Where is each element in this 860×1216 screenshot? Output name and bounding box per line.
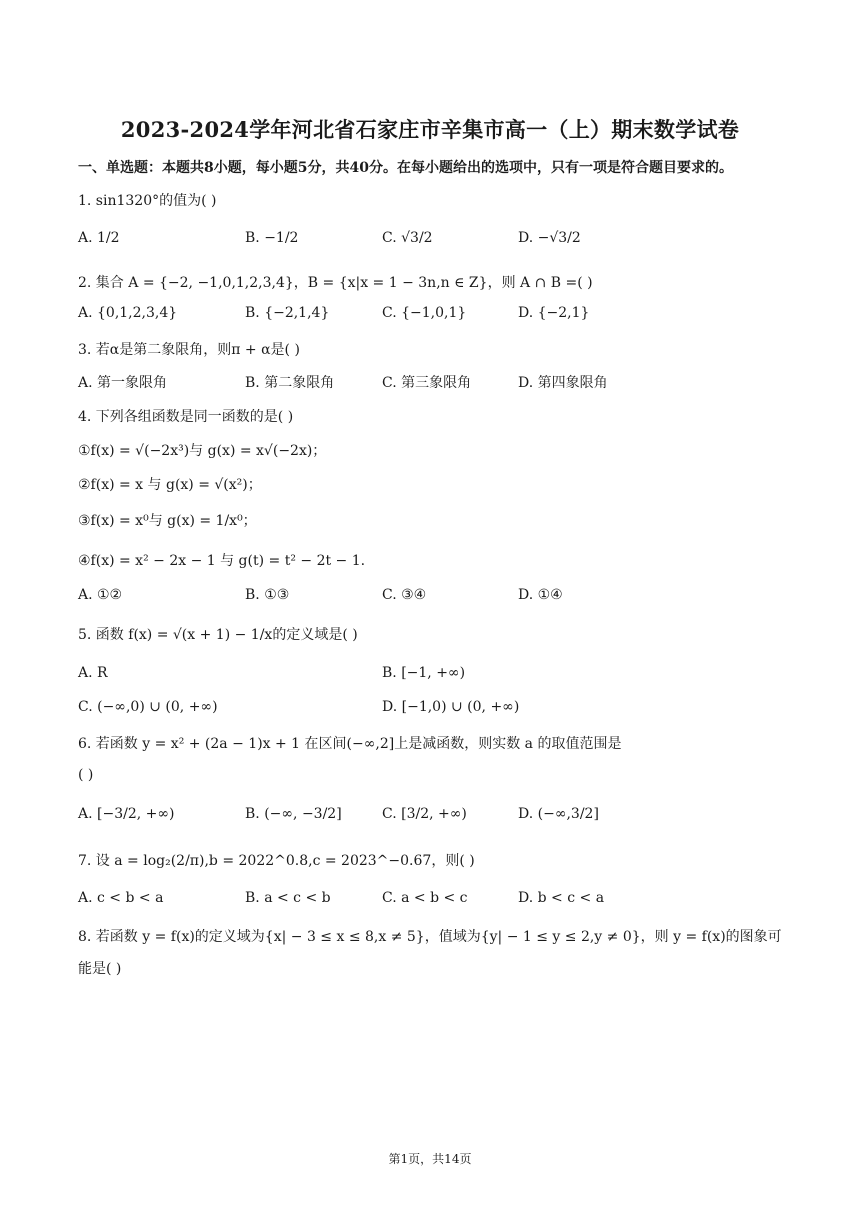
q7-option-c: C. a < b < c xyxy=(382,890,468,906)
q6-option-d: D. (−∞,3/2] xyxy=(518,806,599,822)
q2-option-b: B. {−2,1,4} xyxy=(245,305,330,321)
question-6-stem: 6. 若函数 y = x² + (2a − 1)x + 1 在区间(−∞,2]上是减函数，则实数 a 的取值范围是 xyxy=(78,736,622,752)
q1-option-a: A. 1/2 xyxy=(78,230,120,246)
q5-option-a: A. R xyxy=(78,665,108,681)
q1-option-c: C. √3/2 xyxy=(382,230,433,246)
q3-option-b: B. 第二象限角 xyxy=(245,375,335,391)
q7-option-a: A. c < b < a xyxy=(78,890,164,906)
q4-item-3: ③f(x) = x⁰与 g(x) = 1/x⁰； xyxy=(78,513,257,529)
q5-option-c: C. (−∞,0) ∪ (0, +∞) xyxy=(78,699,218,715)
q6-option-a: A. [−3/2, +∞) xyxy=(78,806,175,822)
q4-option-a: A. ①② xyxy=(78,587,123,603)
q2-option-d: D. {−2,1} xyxy=(518,305,590,321)
q4-option-c: C. ③④ xyxy=(382,587,427,603)
q3-option-c: C. 第三象限角 xyxy=(382,375,472,391)
q6-option-b: B. (−∞, −3/2] xyxy=(245,806,342,822)
question-5-stem: 5. 函数 f(x) = √(x + 1) − 1/x的定义域是( ) xyxy=(78,627,358,643)
q3-option-a: A. 第一象限角 xyxy=(78,375,168,391)
q4-item-2: ②f(x) = x 与 g(x) = √(x²)； xyxy=(78,477,262,493)
q7-option-d: D. b < c < a xyxy=(518,890,605,906)
exam-title: 2023-2024学年河北省石家庄市辛集市高一（上）期末数学试卷 xyxy=(120,117,740,142)
q4-item-4: ④f(x) = x² − 2x − 1 与 g(t) = t² − 2t − 1. xyxy=(78,553,366,569)
question-6-stem-cont: ( ) xyxy=(78,767,94,783)
question-3-stem: 3. 若α是第二象限角，则π + α是( ) xyxy=(78,342,300,358)
section-heading: 一、单选题：本题共8小题，每小题5分，共40分。在每小题给出的选项中，只有一项是符合题目要求的。 xyxy=(78,160,733,176)
q2-option-c: C. {−1,0,1} xyxy=(382,305,467,321)
q4-option-d: D. ①④ xyxy=(518,587,563,603)
q3-option-d: D. 第四象限角 xyxy=(518,375,608,391)
q5-option-b: B. [−1, +∞) xyxy=(382,665,466,681)
question-2-stem: 2. 集合 A = {−2, −1,0,1,2,3,4}，B = {x|x = 1 − 3n,n ∈ Z}，则 A ∩ B =( ) xyxy=(78,275,593,291)
question-8-stem: 8. 若函数 y = f(x)的定义域为{x| − 3 ≤ x ≤ 8,x ≠ 5}，值域为{y| − 1 ≤ y ≤ 2,y ≠ 0}，则 y = f(x)的图象可 xyxy=(78,929,782,945)
q1-option-d: D. −√3/2 xyxy=(518,230,581,246)
question-7-stem: 7. 设 a = log₂(2/π),b = 2022^0.8,c = 2023^−0.67，则( ) xyxy=(78,853,475,869)
question-1-stem: 1. sin1320°的值为( ) xyxy=(78,193,217,209)
q1-option-b: B. −1/2 xyxy=(245,230,299,246)
q2-option-a: A. {0,1,2,3,4} xyxy=(78,305,178,321)
q4-option-b: B. ①③ xyxy=(245,587,290,603)
question-4-stem: 4. 下列各组函数是同一函数的是( ) xyxy=(78,409,294,425)
q4-item-1: ①f(x) = √(−2x³)与 g(x) = x√(−2x)； xyxy=(78,443,327,459)
q7-option-b: B. a < c < b xyxy=(245,890,331,906)
q6-option-c: C. [3/2, +∞) xyxy=(382,806,467,822)
page-footer: 第1页，共14页 xyxy=(388,1152,472,1166)
q5-option-d: D. [−1,0) ∪ (0, +∞) xyxy=(382,699,520,715)
question-8-stem-cont: 能是( ) xyxy=(78,961,122,977)
